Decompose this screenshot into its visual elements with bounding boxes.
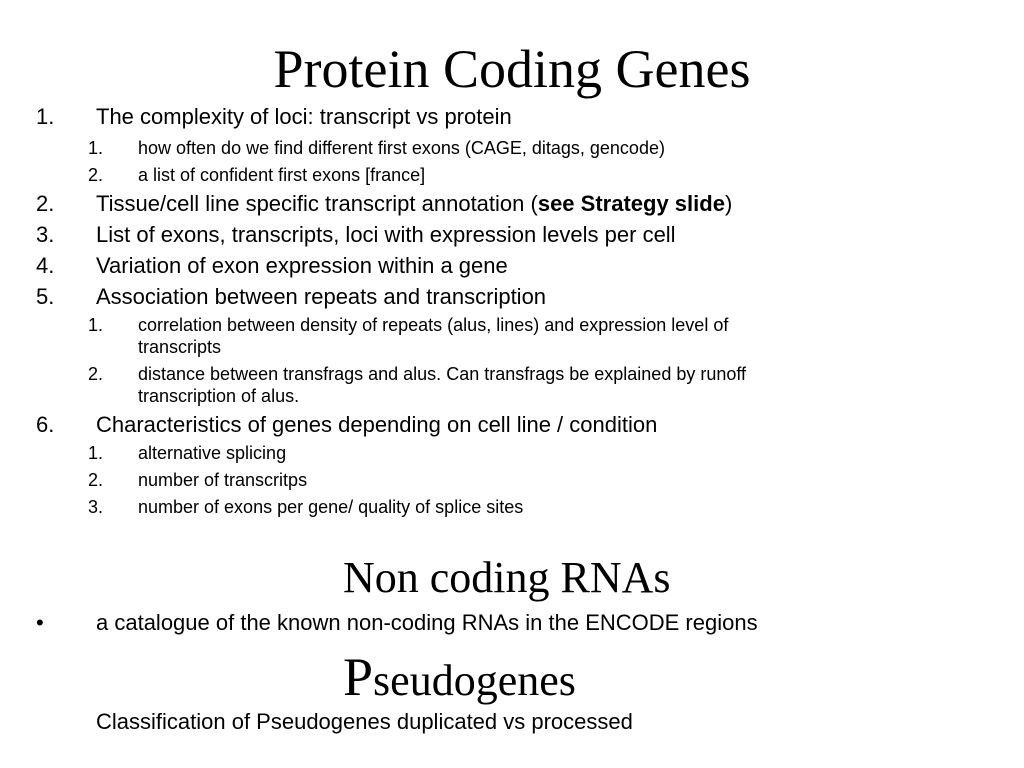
- strategy-slide-reference: see Strategy slide: [537, 191, 725, 216]
- sub-number: 2.: [88, 165, 104, 185]
- sub-number: 2.: [88, 364, 104, 384]
- sub-number: 3.: [88, 497, 104, 517]
- list-text: Association between repeats and transcription: [96, 284, 547, 309]
- list-number: 4.: [36, 253, 55, 278]
- list-text: Variation of exon expression within a gene: [96, 253, 508, 278]
- list-text: [96, 191, 732, 217]
- list-number: 1.: [36, 104, 55, 129]
- sub-number: 1.: [88, 315, 104, 335]
- sub-number: 2.: [88, 470, 104, 490]
- sub-text: number of transcritps: [138, 470, 308, 490]
- list-text-before: Tissue/cell line specific transcript annotation (: [96, 191, 538, 216]
- list-text: The complexity of loci: transcript vs protein: [96, 104, 512, 129]
- sub-text-continuation: transcription of alus.: [138, 386, 300, 406]
- sub-number: 1.: [88, 138, 104, 158]
- pseudogenes-heading-rest: seudogenes: [373, 656, 576, 705]
- list-number: 3.: [36, 222, 55, 247]
- sub-text: alternative splicing: [138, 443, 287, 463]
- pseudogenes-heading: [343, 647, 576, 707]
- sub-text: correlation between density of repeats (alus, lines) and expression level of: [138, 315, 729, 335]
- sub-text: how often do we find different first exons (CAGE, ditags, gencode): [138, 138, 665, 158]
- sub-text: number of exons per gene/ quality of splice sites: [138, 497, 524, 517]
- ncrna-text: a catalogue of the known non-coding RNAs in the ENCODE regions: [96, 610, 758, 635]
- list-text: List of exons, transcripts, loci with expression levels per cell: [96, 222, 676, 247]
- list-number: 6.: [36, 412, 55, 437]
- list-number: 5.: [36, 284, 55, 309]
- sub-text-continuation: transcripts: [138, 337, 222, 357]
- sub-text: a list of confident first exons [france]: [138, 165, 426, 185]
- slide-title: Protein Coding Genes: [273, 39, 751, 99]
- sub-number: 1.: [88, 443, 104, 463]
- list-number: 2.: [36, 191, 55, 216]
- ncrna-heading: Non coding RNAs: [343, 553, 671, 602]
- list-text-after: ): [724, 191, 733, 216]
- bullet-icon: •: [36, 610, 44, 635]
- list-text: Characteristics of genes depending on cell line / condition: [96, 412, 658, 437]
- pseudogenes-text: Classification of Pseudogenes duplicated vs processed: [96, 709, 633, 734]
- sub-text: distance between transfrags and alus. Can transfrags be explained by runoff: [138, 364, 747, 384]
- pseudogenes-heading-initial: P: [343, 647, 374, 707]
